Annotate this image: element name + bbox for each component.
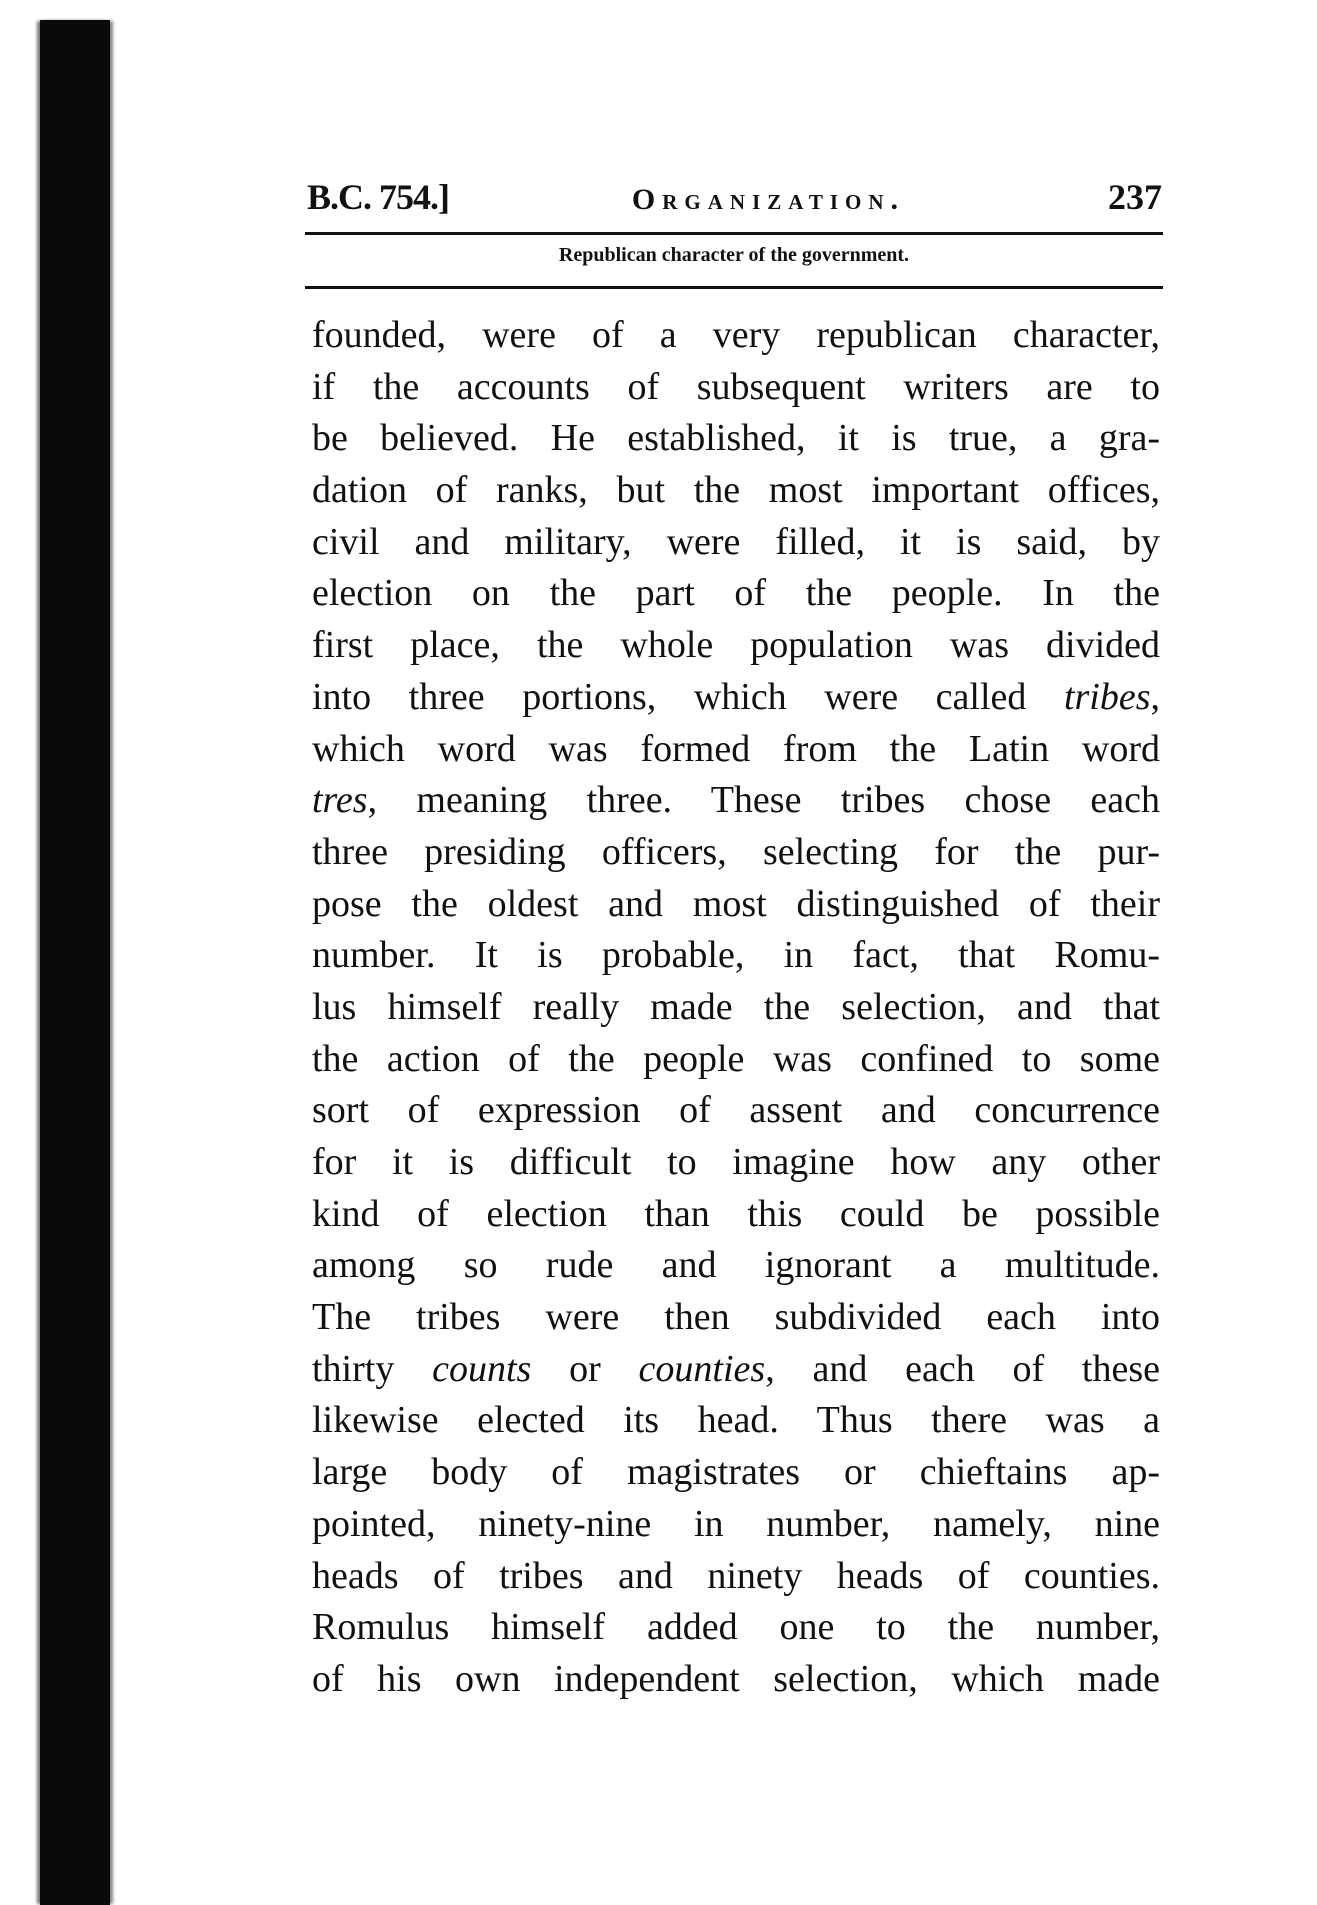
text-run: which word was formed from the Latin word (312, 727, 1160, 770)
text-run: three presiding officers, selecting for the pur- (312, 830, 1160, 873)
text-line (312, 517, 1160, 569)
running-header (307, 176, 1162, 216)
page-number: 237 (1107, 177, 1162, 217)
text-run: founded, were of a very republican character, (312, 314, 1160, 356)
header-rule (305, 232, 1163, 235)
text-run: civil and military, were filled, it is said, by (312, 520, 1160, 563)
text-run: be believed. He established, it is true, a gra- (312, 417, 1160, 460)
text-run: if the accounts of subsequent writers are to (312, 365, 1160, 408)
text-run: , (1150, 675, 1160, 718)
text-line (312, 982, 1160, 1034)
text-run: first place, the whole population was divided (312, 624, 1160, 667)
text-line (312, 1395, 1160, 1447)
text-run: or (531, 1347, 639, 1390)
text-line (312, 1654, 1160, 1706)
text-line (312, 310, 1160, 362)
text-run: , meaning three. These tribes chose each (367, 779, 1160, 822)
text-run: of his own independent selection, which made (312, 1657, 1160, 1700)
text-line (312, 1034, 1160, 1086)
text-line (312, 1085, 1160, 1137)
text-line (312, 1189, 1160, 1241)
text-run: heads of tribes and ninety heads of counties. (312, 1554, 1160, 1597)
italic-word: tres (312, 779, 368, 822)
text-line (312, 1344, 1160, 1396)
text-run: dation of ranks, but the most important offices, (312, 469, 1160, 512)
text-run: into three portions, which were called (312, 675, 1064, 718)
text-run: for it is difficult to imagine how any other (312, 1141, 1160, 1183)
text-run: pointed, ninety-nine in number, namely, nine (312, 1502, 1160, 1545)
text-line (312, 413, 1160, 465)
text-line (312, 672, 1160, 724)
text-line (312, 775, 1160, 827)
text-run: , and each of these (765, 1347, 1161, 1390)
text-line (312, 465, 1160, 517)
text-line (312, 568, 1160, 620)
text-run: kind of election than this could be possible (312, 1192, 1160, 1235)
italic-word: counts (432, 1347, 532, 1390)
text-line (312, 930, 1160, 982)
subtitle-rule (305, 286, 1163, 289)
text-line (312, 620, 1160, 672)
text-run: large body of magistrates or chieftains ap- (312, 1451, 1160, 1494)
text-line (312, 879, 1160, 931)
section-subtitle: Republican character of the government. (558, 244, 910, 266)
text-line (312, 1240, 1160, 1292)
italic-word: counties (638, 1347, 766, 1390)
text-run: likewise elected its head. Thus there was a (312, 1399, 1160, 1442)
text-line (312, 1602, 1160, 1654)
text-run: sort of expression of assent and concurrence (312, 1089, 1160, 1132)
header-date: B.C. 754.] (307, 177, 449, 217)
text-line (312, 724, 1160, 776)
text-run: among so rude and ignorant a multitude. (312, 1244, 1160, 1287)
text-line (312, 1292, 1160, 1344)
text-line (312, 827, 1160, 879)
text-run: thirty (312, 1347, 433, 1390)
text-run: The tribes were then subdivided each into (312, 1296, 1160, 1339)
text-line (312, 362, 1160, 414)
text-line (312, 1499, 1160, 1551)
italic-word: tribes (1063, 675, 1151, 718)
text-run: number. It is probable, in fact, that Romu- (312, 934, 1160, 977)
header-title: Organization. (631, 183, 906, 216)
text-run: election on the part of the people. In the (312, 572, 1160, 615)
body-text (312, 310, 1160, 1706)
text-run: lus himself really made the selection, and that (312, 985, 1160, 1028)
text-run: pose the oldest and most distinguished of their (312, 882, 1160, 925)
book-binding-edge (40, 20, 110, 1905)
text-line (312, 1551, 1160, 1603)
text-run: Romulus himself added one to the number, (312, 1606, 1160, 1649)
text-line (312, 1447, 1160, 1499)
text-line (312, 1137, 1160, 1189)
text-run: the action of the people was confined to some (312, 1037, 1160, 1080)
